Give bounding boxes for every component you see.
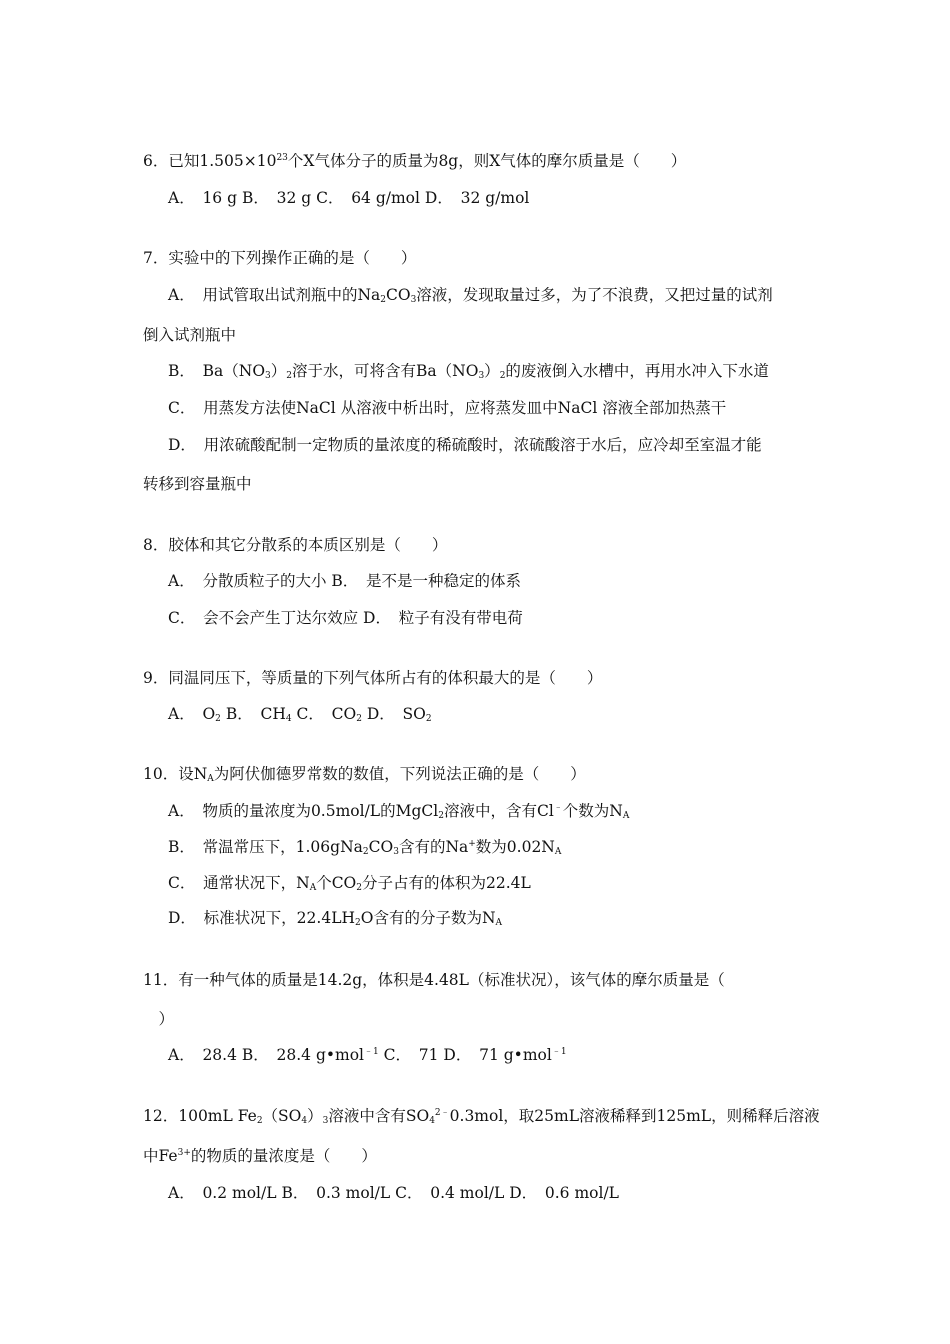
- text: 为阿伏伽德罗常数的数值，下列说法正确的是（ ）: [213, 765, 586, 783]
- subscript: 4: [429, 1116, 435, 1126]
- subscript: 2: [380, 295, 386, 305]
- subscript: 2: [356, 883, 362, 893]
- superscript: ﹣: [553, 803, 563, 813]
- subscript: A: [309, 883, 317, 893]
- question-7-option-a-continued: 倒入试剂瓶中: [143, 326, 237, 344]
- question-6-options: A． 16 g B． 32 g C． 64 g/mol D． 32 g/mol: [168, 189, 530, 207]
- question-10-stem: [143, 764, 586, 784]
- text: 的物质的量浓度是（ ）: [190, 1147, 377, 1165]
- question-7-option-b: [168, 361, 769, 381]
- subscript: A: [495, 918, 503, 928]
- subscript: A: [554, 847, 562, 857]
- text: 个X气体分子的质量为8g，则X气体的摩尔质量是（ ）: [287, 152, 687, 170]
- text: 溶液中，含有Cl: [443, 802, 554, 820]
- question-7-option-d: D． 用浓硫酸配制一定物质的量浓度的稀硫酸时，浓硫酸溶于水后，应冷却至室温才能: [168, 436, 762, 454]
- superscript: +: [468, 839, 476, 849]
- text: D． 标准状况下，22.4LH: [168, 909, 355, 927]
- subscript: A: [207, 774, 214, 784]
- text: O含有的分子数为N: [360, 909, 496, 927]
- text: 个CO: [316, 874, 357, 892]
- text: ）: [270, 362, 287, 380]
- subscript: 2: [499, 371, 506, 381]
- subscript: 3: [478, 371, 485, 381]
- text: ）: [484, 362, 500, 380]
- text: 12．100mL Fe: [143, 1107, 257, 1125]
- question-7-option-d-continued: 转移到容量瓶中: [143, 475, 252, 493]
- question-12-stem-continued: [143, 1146, 377, 1166]
- text: 含有的Na: [398, 838, 469, 856]
- text: A． O: [168, 705, 216, 723]
- text: B． 常温常压下，1.06gNa: [168, 838, 363, 856]
- text: CO: [368, 838, 394, 856]
- question-10-option-d: [168, 908, 502, 928]
- superscript: 23: [276, 153, 288, 163]
- superscript: 2﹣: [434, 1108, 450, 1118]
- question-10-option-c: [168, 873, 531, 893]
- text: 10．设N: [143, 765, 208, 783]
- question-11-stem-continued: ）: [143, 1010, 175, 1028]
- text: B． Ba（NO: [168, 362, 266, 380]
- text: 0.3mol，取25mL溶液稀释到125mL，则稀释后溶液: [449, 1107, 820, 1125]
- question-8-options-row-1: A． 分散质粒子的大小 B． 是不是一种稳定的体系: [168, 572, 522, 590]
- text: 的废液倒入水槽中，再用水冲入下水道: [505, 362, 769, 380]
- subscript: 2: [286, 371, 293, 381]
- text: （SO: [262, 1107, 302, 1125]
- text: ）: [307, 1107, 323, 1125]
- subscript: 4: [301, 1116, 308, 1126]
- subscript: 2: [425, 714, 432, 724]
- text: CO: [385, 286, 411, 304]
- subscript: 4: [285, 714, 292, 724]
- question-8-stem: 8．胶体和其它分散系的本质区别是（ ）: [143, 536, 448, 554]
- question-7-option-c: C． 用蒸发方法使NaCl 从溶液中析出时，应将蒸发皿中NaCl 溶液全部加热蒸干: [168, 399, 727, 417]
- text: 溶液，发现取量过多，为了不浪费，又把过量的试剂: [416, 286, 773, 304]
- text: B． CH: [220, 705, 286, 723]
- question-7-stem: 7．实验中的下列操作正确的是（ ）: [143, 249, 417, 267]
- question-10-option-a: [168, 801, 629, 821]
- question-9-options: [168, 704, 432, 724]
- text: D． SO: [361, 705, 426, 723]
- subscript: 2: [438, 811, 444, 821]
- superscript: 3+: [177, 1148, 191, 1158]
- subscript: 3: [322, 1116, 329, 1126]
- text: 分子占有的体积为22.4L: [362, 874, 531, 892]
- subscript: 3: [265, 371, 271, 381]
- text: 中Fe: [143, 1147, 178, 1165]
- subscript: 2: [356, 714, 362, 724]
- subscript: 2: [355, 918, 361, 928]
- question-8-options-row-2: C． 会不会产生丁达尔效应 D． 粒子有没有带电荷: [168, 609, 523, 627]
- text: 个数为N: [562, 802, 623, 820]
- question-11-stem: 11．有一种气体的质量是14.2g，体积是4.48L（标准状况），该气体的摩尔质量是（: [143, 971, 725, 989]
- question-6-stem: [143, 151, 686, 171]
- text: 6．已知1.505×10: [143, 152, 277, 170]
- text: A． 28.4 B． 28.4 g•mol: [168, 1046, 365, 1064]
- text: C． 通常状况下，N: [168, 874, 310, 892]
- subscript: 2: [362, 847, 369, 857]
- subscript: A: [622, 811, 630, 821]
- text: A． 物质的量浓度为0.5mol/L的MgCl: [168, 802, 439, 820]
- text: 溶于水，可将含有Ba（NO: [292, 362, 479, 380]
- subscript: 3: [393, 847, 399, 857]
- subscript: 2: [256, 1116, 263, 1126]
- question-11-options: [168, 1045, 567, 1065]
- superscript: ﹣1: [364, 1047, 379, 1057]
- text: C． 71 D． 71 g•mol: [378, 1046, 552, 1064]
- question-12-options: A． 0.2 mol/L B． 0.3 mol/L C． 0.4 mol/L D． 0.6 mol/L: [168, 1184, 619, 1202]
- question-10-option-b: [168, 837, 561, 857]
- superscript: ﹣1: [551, 1047, 567, 1057]
- text: A． 用试管取出试剂瓶中的Na: [168, 286, 381, 304]
- text: 溶液中含有SO: [328, 1107, 430, 1125]
- subscript: 3: [410, 295, 417, 305]
- text: 数为0.02N: [475, 838, 555, 856]
- question-9-stem: 9．同温同压下，等质量的下列气体所占有的体积最大的是（ ）: [143, 669, 603, 687]
- subscript: 2: [215, 714, 221, 724]
- text: C． CO: [291, 705, 357, 723]
- question-7-option-a: [168, 285, 773, 305]
- question-12-stem: [143, 1106, 820, 1126]
